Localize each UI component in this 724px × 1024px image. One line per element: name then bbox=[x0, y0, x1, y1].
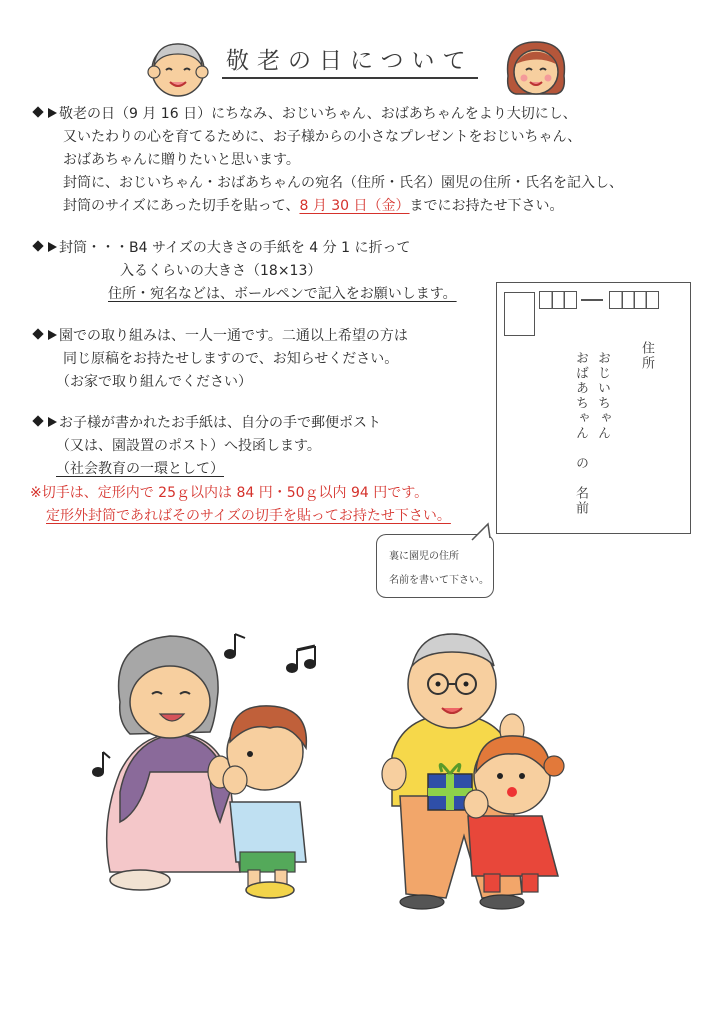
postal-code-boxes-right bbox=[609, 291, 659, 309]
intro-line-5: 封筒のサイズにあった切手を貼って、8 月 30 日（金）までにお持たせ下さい。 bbox=[63, 198, 564, 214]
note-bubble bbox=[376, 534, 494, 598]
music-note-icon bbox=[93, 752, 110, 776]
arrow-bullet-icon bbox=[48, 242, 57, 252]
music-note-icon bbox=[225, 634, 245, 658]
grandpa-with-girl-illustration bbox=[372, 626, 602, 916]
posting-line-1: お子様が書かれたお手紙は、自分の手で郵便ポスト bbox=[34, 413, 381, 433]
intro-line-4: 封筒に、おじいちゃん・おばあちゃんの宛名（住所・氏名）園児の住所・氏名を記入し、 bbox=[63, 175, 623, 191]
stamp-note-line-2: 定形外封筒であればそのサイズの切手を貼ってお持たせ下さい。 bbox=[46, 508, 451, 524]
postal-code-dash bbox=[581, 299, 603, 301]
postcard-address-label: 住所 bbox=[639, 341, 654, 371]
envelope-line-2: 入るくらいの大きさ（18×13） bbox=[120, 263, 322, 279]
stamp-note-line-1: ※切手は、定形内で 25ｇ以内は 84 円・50ｇ以内 94 円です。 bbox=[30, 485, 429, 501]
postcard-diagram bbox=[496, 282, 691, 534]
intro-line-2: 又いたわりの心を育てるために、お子様からの小さなプレゼントをおじいちゃん、 bbox=[63, 129, 582, 145]
posting-line-2: （又は、園設置のポスト）へ投函します。 bbox=[56, 438, 321, 454]
activity-line-3: （お家で取り組んでください） bbox=[56, 374, 252, 390]
diamond-bullet-icon bbox=[32, 240, 43, 251]
bubble-tail bbox=[470, 522, 494, 542]
postcard-grandma-label: おばあちゃん の 名前 bbox=[573, 351, 588, 516]
postcard-grandpa-label: おじいちゃん bbox=[595, 351, 610, 441]
bubble-line-1: 裏に園児の住所 bbox=[389, 551, 459, 562]
grandma-with-child-illustration bbox=[70, 622, 370, 902]
diamond-bullet-icon bbox=[32, 328, 43, 339]
bubble-line-2: 名前を書いて下さい。 bbox=[389, 575, 489, 586]
deadline-date: 8 月 30 日（金） bbox=[299, 198, 410, 214]
postal-code-boxes-left bbox=[539, 291, 577, 309]
diamond-bullet-icon bbox=[32, 106, 43, 117]
activity-line-1: 園での取り組みは、一人一通です。二通以上希望の方は bbox=[34, 326, 408, 346]
envelope-line-1: 封筒・・・B4 サイズの大きさの手紙を 4 分 1 に折って bbox=[34, 238, 410, 258]
posting-line-3: （社会教育の一環として） bbox=[56, 461, 224, 477]
stamp-area bbox=[504, 292, 535, 336]
page-title: 敬老の日について bbox=[222, 42, 478, 79]
arrow-bullet-icon bbox=[48, 108, 57, 118]
intro-line-3: おばあちゃんに贈りたいと思います。 bbox=[63, 152, 300, 168]
arrow-bullet-icon bbox=[48, 330, 57, 340]
grandma-face-icon bbox=[500, 36, 572, 102]
activity-line-2: 同じ原稿をお持たせしますので、お知らせください。 bbox=[63, 351, 399, 367]
grandpa-face-icon bbox=[142, 36, 214, 100]
diamond-bullet-icon bbox=[32, 415, 43, 426]
envelope-line-3: 住所・宛名などは、ボールペンで記入をお願いします。 bbox=[108, 286, 457, 302]
intro-line-1: 敬老の日（9 月 16 日）にちなみ、おじいちゃん、おばあちゃんをより大切にし、 bbox=[34, 104, 577, 124]
music-note-icon bbox=[287, 646, 315, 672]
arrow-bullet-icon bbox=[48, 417, 57, 427]
